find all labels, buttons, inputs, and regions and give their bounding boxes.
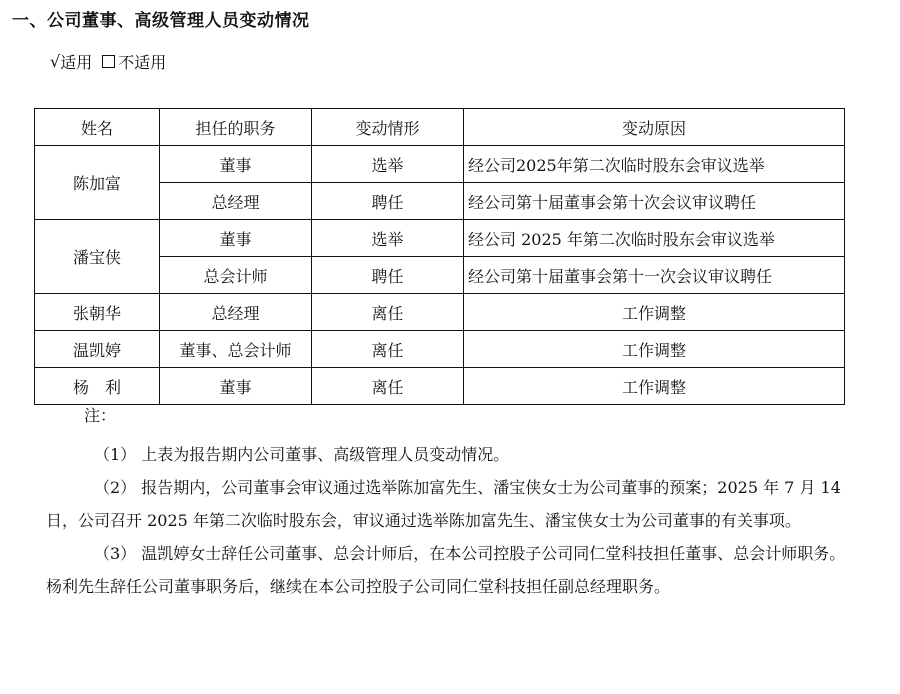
change-cell: 离任 xyxy=(312,368,464,405)
change-cell: 选举 xyxy=(312,220,464,257)
note-item xyxy=(46,537,846,603)
person-name: 张朝华 xyxy=(35,294,160,331)
header-name: 姓名 xyxy=(35,109,160,146)
reason-cell: 工作调整 xyxy=(464,294,845,331)
header-change: 变动情形 xyxy=(312,109,464,146)
personnel-change-table xyxy=(34,108,845,405)
position-cell: 总经理 xyxy=(160,294,312,331)
option-not-applicable[interactable] xyxy=(102,50,166,73)
checkbox-empty-icon xyxy=(102,55,115,68)
option-applicable-label: 适用 xyxy=(60,53,93,72)
change-cell: 聘任 xyxy=(312,183,464,220)
notes-section xyxy=(46,403,846,603)
reason-cell: 经公司第十届董事会第十一次会议审议聘任 xyxy=(464,257,845,294)
reason-cell: 经公司第十届董事会第十次会议审议聘任 xyxy=(464,183,845,220)
header-position: 担任的职务 xyxy=(160,109,312,146)
change-cell: 离任 xyxy=(312,294,464,331)
position-cell: 董事 xyxy=(160,220,312,257)
change-cell: 离任 xyxy=(312,331,464,368)
applicability-options xyxy=(50,50,166,73)
reason-cell: 经公司2025年第二次临时股东会审议选举 xyxy=(464,146,845,183)
note-text: 上表为报告期内公司董事、高级管理人员变动情况。 xyxy=(141,445,510,464)
person-name: 潘宝侠 xyxy=(35,220,160,294)
position-cell: 董事、总会计师 xyxy=(160,331,312,368)
person-name: 杨 利 xyxy=(35,368,160,405)
table-row xyxy=(35,331,845,368)
position-cell: 董事 xyxy=(160,368,312,405)
change-cell: 选举 xyxy=(312,146,464,183)
note-text: 温凯婷女士辞任公司董事、总会计师后，在本公司控股子公司同仁堂科技担任董事、总会计师职务。杨利先生辞任公司董事职务后，继续在本公司控股子公司同仁堂科技担任副总经理职务。 xyxy=(46,544,846,596)
table-row xyxy=(35,368,845,405)
reason-cell: 工作调整 xyxy=(464,368,845,405)
option-not-applicable-label: 不适用 xyxy=(118,53,167,72)
note-number: （2） xyxy=(94,478,137,497)
note-number: （1） xyxy=(94,445,137,464)
table-row xyxy=(35,220,845,257)
position-cell: 总经理 xyxy=(160,183,312,220)
change-cell: 聘任 xyxy=(312,257,464,294)
option-applicable[interactable] xyxy=(50,50,92,73)
person-name: 陈加富 xyxy=(35,146,160,220)
table-row xyxy=(35,146,845,183)
section-heading: 一、公司董事、高级管理人员变动情况 xyxy=(12,11,310,31)
note-number: （3） xyxy=(94,544,137,563)
header-reason: 变动原因 xyxy=(464,109,845,146)
person-name: 温凯婷 xyxy=(35,331,160,368)
note-item xyxy=(46,438,846,471)
table-row xyxy=(35,294,845,331)
note-item xyxy=(46,471,846,537)
reason-cell: 经公司 2025 年第二次临时股东会审议选举 xyxy=(464,220,845,257)
position-cell: 董事 xyxy=(160,146,312,183)
checkmark-icon: √ xyxy=(50,52,61,71)
reason-cell: 工作调整 xyxy=(464,331,845,368)
notes-title: 注： xyxy=(84,406,117,425)
table-header-row xyxy=(35,109,845,146)
note-text: 报告期内，公司董事会审议通过选举陈加富先生、潘宝侠女士为公司董事的预案；2025 年 7 月 14 日，公司召开 2025 年第二次临时股东会，审议通过选举陈加富先生、潘宝侠女士为公司董事的有关事项。 xyxy=(46,478,841,530)
position-cell: 总会计师 xyxy=(160,257,312,294)
